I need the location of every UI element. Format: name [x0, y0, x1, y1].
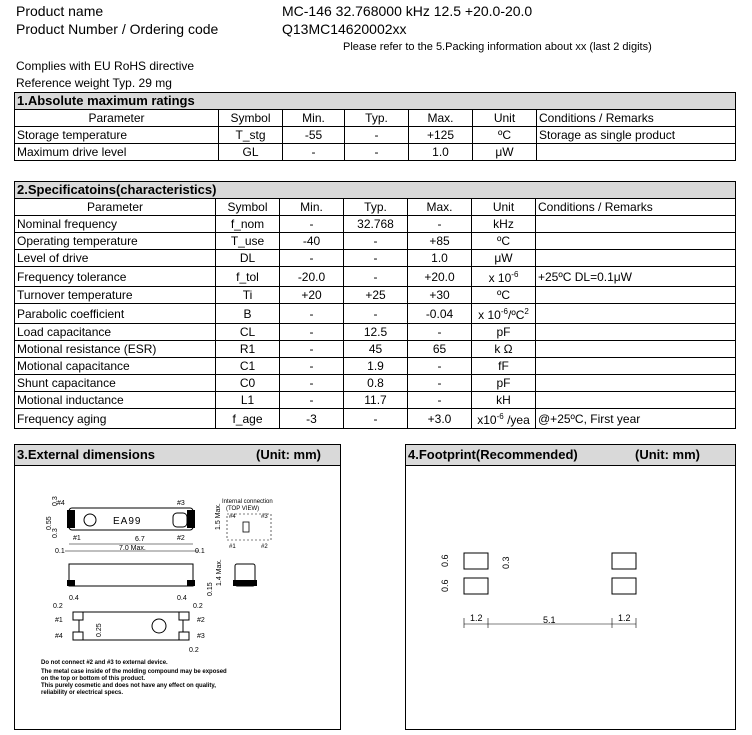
product-name-label: Product name — [16, 3, 104, 19]
bottom-pin3: #3 — [197, 633, 205, 640]
table-cell: Frequency tolerance — [15, 267, 216, 287]
dim-0-3-top: 0.3 — [52, 496, 59, 506]
table-cell: - — [408, 358, 472, 375]
dim-0-15: 0.15 — [207, 582, 214, 596]
note-metal-case-1: The metal case inside of the molding compound may be exposed — [41, 669, 227, 675]
table-cell: Motional inductance — [15, 392, 216, 409]
table-cell: - — [345, 144, 409, 161]
table-cell: L1 — [216, 392, 280, 409]
bottom-lead-3 — [179, 632, 189, 640]
table-cell: - — [408, 324, 472, 341]
table-cell — [536, 358, 736, 375]
table-cell — [536, 233, 736, 250]
table-cell: T_use — [216, 233, 280, 250]
table-cell: - — [280, 358, 344, 375]
table-cell: Operating temperature — [15, 233, 216, 250]
table-cell — [536, 324, 736, 341]
dim-0-25: 0.25 — [96, 623, 103, 637]
lead-left — [67, 510, 75, 528]
table-cell: Storage as single product — [537, 127, 736, 144]
dim-1-4-max: 1.4 Max. — [216, 559, 223, 586]
table-cell: f_tol — [216, 267, 280, 287]
external-dimensions-panel — [14, 444, 341, 730]
dim-0-2-bottom: 0.2 — [189, 647, 199, 654]
table-cell: fF — [472, 358, 536, 375]
bottom-lead-4 — [73, 612, 83, 620]
package-bottom-outline — [79, 612, 183, 640]
table-cell: Maximum drive level — [15, 144, 219, 161]
table-cell: - — [280, 250, 344, 267]
ic-pin4: #4 — [229, 514, 236, 520]
side-lead-right — [187, 580, 195, 586]
package-marking: EA99 — [113, 516, 142, 527]
column-header: Typ. — [344, 199, 408, 216]
ic-pin1: #1 — [229, 544, 236, 550]
dim-1-5-max: 1.5 Max. — [215, 503, 222, 530]
absolute-max-table — [14, 92, 736, 161]
dim-5-1: 5.1 — [543, 615, 556, 625]
table-cell: C1 — [216, 358, 280, 375]
table-cell: CL — [216, 324, 280, 341]
table-cell: -20.0 — [280, 267, 344, 287]
pad-bottom-left — [464, 578, 488, 594]
table-cell: - — [280, 392, 344, 409]
top-view-label: (TOP VIEW) — [226, 506, 260, 512]
ic-pin3: #3 — [261, 514, 268, 520]
table-cell: Level of drive — [15, 250, 216, 267]
table-row — [15, 409, 736, 429]
table-cell: - — [408, 375, 472, 392]
table-row — [15, 304, 736, 324]
dim-0-2-left: 0.2 — [53, 603, 63, 610]
table-cell: 1.9 — [344, 358, 408, 375]
table-cell: 1.0 — [409, 144, 473, 161]
table-cell: DL — [216, 250, 280, 267]
table-cell: Storage temperature — [15, 127, 219, 144]
table-cell: +3.0 — [408, 409, 472, 429]
crystal-symbol — [243, 522, 249, 532]
table-cell: Parabolic coefficient — [15, 304, 216, 324]
column-header: Parameter — [15, 110, 219, 127]
pad-top-left — [464, 553, 488, 569]
dim-1-2-right: 1.2 — [618, 613, 631, 623]
dim-0-1-left: 0.1 — [55, 548, 65, 555]
table-row — [15, 375, 736, 392]
table-cell: kH — [472, 392, 536, 409]
table-row — [15, 144, 736, 161]
table-cell: - — [344, 304, 408, 324]
bottom-lead-1 — [73, 632, 83, 640]
table-cell: +20.0 — [408, 267, 472, 287]
dim-0-4-left: 0.4 — [69, 595, 79, 602]
table-cell: 1.0 — [408, 250, 472, 267]
table-cell: 11.7 — [344, 392, 408, 409]
table-cell: - — [280, 341, 344, 358]
dim-0-3-bottom: 0.3 — [52, 528, 59, 538]
table-cell: - — [344, 233, 408, 250]
panel-unit: (Unit: mm) — [256, 447, 321, 462]
table-cell: B — [216, 304, 280, 324]
ordering-code-value: Q13MC14620002xx — [282, 21, 407, 37]
table-row — [15, 127, 736, 144]
table-cell: x $10^{-6}/ºC^2$ — [472, 304, 536, 324]
table-cell: k Ω — [472, 341, 536, 358]
table-row — [15, 287, 736, 304]
pin3-label: #3 — [177, 500, 185, 507]
table-cell: -3 — [280, 409, 344, 429]
dim-0-1-right: 0.1 — [195, 548, 205, 555]
column-header: Conditions / Remarks — [536, 199, 736, 216]
dim-0-6-top: 0.6 — [440, 554, 450, 567]
rohs-statement: Complies with EU RoHS directive — [16, 59, 195, 73]
table-cell — [536, 341, 736, 358]
table-cell: Turnover temperature — [15, 287, 216, 304]
side-lead-left — [67, 580, 75, 586]
table-cell: T_stg — [219, 127, 283, 144]
table-cell: Shunt capacitance — [15, 375, 216, 392]
note-do-not-connect: Do not connect #2 and #3 to external device. — [41, 660, 168, 666]
section-title: 2.Specificatoins(characteristics) — [15, 182, 736, 199]
table-cell: 12.5 — [344, 324, 408, 341]
footprint-drawing — [406, 466, 735, 728]
table-cell: 45 — [344, 341, 408, 358]
table-cell — [536, 304, 736, 324]
table-cell: +25ºC DL=0.1μW — [536, 267, 736, 287]
table-row — [15, 324, 736, 341]
pad-top-right — [612, 553, 636, 569]
dim-0-2-right: 0.2 — [193, 603, 203, 610]
table-cell: - — [283, 144, 345, 161]
table-cell — [536, 216, 736, 233]
section-title: 1.Absolute maximum ratings — [15, 93, 736, 110]
table-cell: - — [345, 127, 409, 144]
table-cell: $x10^{-6}$ /yea — [472, 409, 536, 429]
table-cell: +30 — [408, 287, 472, 304]
table-cell: 32.768 — [344, 216, 408, 233]
dim-0-55: 0.55 — [46, 516, 53, 530]
bottom-pin1: #1 — [55, 617, 63, 624]
internal-connection-label: Internal connection — [222, 499, 273, 505]
dim-0-3: 0.3 — [501, 556, 511, 569]
table-row — [15, 341, 736, 358]
table-cell: - — [344, 250, 408, 267]
pin1-label: #1 — [73, 535, 81, 542]
table-row — [15, 250, 736, 267]
bottom-pin2: #2 — [197, 617, 205, 624]
column-header: Max. — [408, 199, 472, 216]
table-cell — [536, 287, 736, 304]
table-row — [15, 233, 736, 250]
table-cell: - — [280, 304, 344, 324]
table-cell: - — [408, 216, 472, 233]
bottom-pin4: #4 — [55, 633, 63, 640]
dim-0-6-bottom: 0.6 — [440, 579, 450, 592]
table-cell: μW — [472, 250, 536, 267]
column-header: Parameter — [15, 199, 216, 216]
table-cell — [537, 144, 736, 161]
table-cell: - — [408, 392, 472, 409]
table-cell: f_nom — [216, 216, 280, 233]
dim-0-4-right: 0.4 — [177, 595, 187, 602]
table-cell: C0 — [216, 375, 280, 392]
table-cell: 0.8 — [344, 375, 408, 392]
dimension-drawing — [15, 466, 340, 728]
panel-header — [15, 445, 340, 466]
column-header: Unit — [473, 110, 537, 127]
table-cell — [536, 392, 736, 409]
table-cell: -40 — [280, 233, 344, 250]
column-header: Typ. — [345, 110, 409, 127]
table-cell: -0.04 — [408, 304, 472, 324]
table-cell: ºC — [472, 287, 536, 304]
table-cell: Ti — [216, 287, 280, 304]
table-cell: Frequency aging — [15, 409, 216, 429]
table-cell: GL — [219, 144, 283, 161]
specifications-table — [14, 181, 736, 429]
table-cell: +125 — [409, 127, 473, 144]
column-header: Min. — [283, 110, 345, 127]
table-row — [15, 358, 736, 375]
column-header: Symbol — [216, 199, 280, 216]
table-cell: +25 — [344, 287, 408, 304]
table-cell: - — [344, 409, 408, 429]
column-header: Conditions / Remarks — [537, 110, 736, 127]
package-side-outline — [69, 564, 193, 586]
table-cell: Motional resistance (ESR) — [15, 341, 216, 358]
pad-bottom-right — [612, 578, 636, 594]
table-row — [15, 392, 736, 409]
table-cell — [536, 375, 736, 392]
panel-header — [406, 445, 735, 466]
table-cell: - — [280, 324, 344, 341]
table-cell: pF — [472, 375, 536, 392]
column-header: Min. — [280, 199, 344, 216]
column-header: Max. — [409, 110, 473, 127]
table-row — [15, 267, 736, 287]
bottom-lead-2 — [179, 612, 189, 620]
table-cell: Nominal frequency — [15, 216, 216, 233]
product-name-value: MC-146 32.768000 kHz 12.5 +20.0-20.0 — [282, 3, 533, 19]
column-header: Symbol — [219, 110, 283, 127]
table-cell: @+25ºC, First year — [536, 409, 736, 429]
table-cell: - — [280, 216, 344, 233]
table-cell: Load capacitance — [15, 324, 216, 341]
dim-7-0: 7.0 Max. — [119, 545, 146, 552]
table-cell: - — [280, 375, 344, 392]
panel-title: 3.External dimensions — [17, 447, 155, 462]
ic-pin2: #2 — [261, 544, 268, 550]
lead-right — [187, 510, 195, 528]
table-cell: ºC — [472, 233, 536, 250]
table-cell: f_age — [216, 409, 280, 429]
table-cell: - — [344, 267, 408, 287]
column-header: Unit — [472, 199, 536, 216]
footprint-panel — [405, 444, 736, 730]
table-cell: Motional capacitance — [15, 358, 216, 375]
table-cell: x $10^{-6}$ — [472, 267, 536, 287]
end-lead — [233, 580, 257, 586]
table-cell: R1 — [216, 341, 280, 358]
dim-6-7: 6.7 — [135, 536, 145, 543]
ordering-code-label: Product Number / Ordering code — [16, 21, 219, 37]
table-cell: -55 — [283, 127, 345, 144]
note-metal-case-3: This purely cosmetic and does not have any effect on quality, — [41, 683, 216, 689]
reference-weight: Reference weight Typ. 29 mg — [16, 76, 172, 90]
table-cell: μW — [473, 144, 537, 161]
pin4-label: #4 — [57, 500, 65, 507]
panel-unit: (Unit: mm) — [635, 447, 700, 462]
panel-title: 4.Footprint(Recommended) — [408, 447, 578, 462]
table-cell: +85 — [408, 233, 472, 250]
table-cell: 65 — [408, 341, 472, 358]
table-cell: +20 — [280, 287, 344, 304]
pin2-label: #2 — [177, 535, 185, 542]
packing-note: Please refer to the 5.Packing information about xx (last 2 digits) — [343, 41, 652, 53]
note-metal-case-2: on the top or bottom of this product. — [41, 676, 145, 682]
table-cell — [536, 250, 736, 267]
dim-1-2-left: 1.2 — [470, 613, 483, 623]
note-metal-case-4: reliability or electrical specs. — [41, 690, 124, 696]
table-cell: kHz — [472, 216, 536, 233]
table-row — [15, 216, 736, 233]
table-cell: pF — [472, 324, 536, 341]
table-cell: ºC — [473, 127, 537, 144]
